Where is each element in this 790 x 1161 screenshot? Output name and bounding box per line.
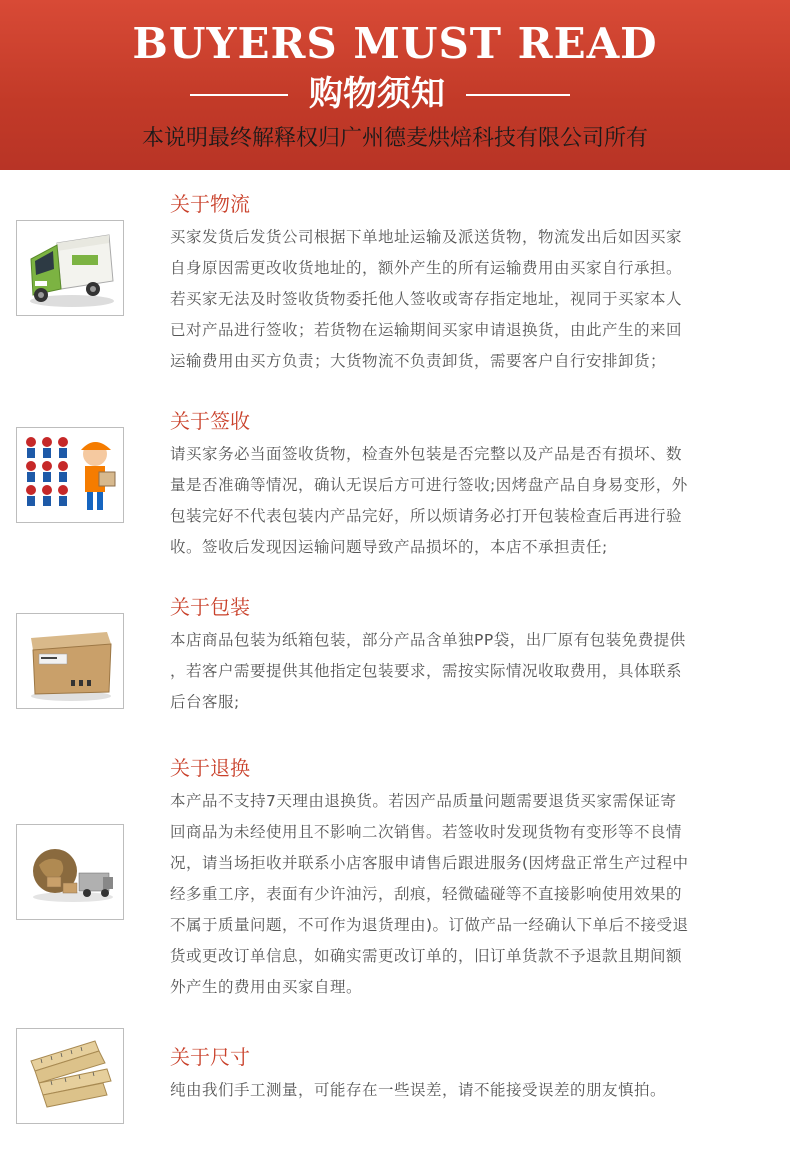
body-line: 若买家无法及时签收货物委托他人签收或寄存指定地址，视同于买家本人 — [170, 290, 683, 308]
body-line: 运输费用由买方负责；大货物流不负责卸货，需要客户自行安排卸货； — [170, 352, 667, 370]
body-line: 况，请当场拒收并联系小店客服申请售后跟进服务(因烤盘正常生产过程中 — [170, 854, 689, 872]
body-line: 量是否准确等情况，确认无误后方可进行签收;因烤盘产品自身易变形，外 — [170, 476, 688, 494]
body-line: 回商品为未经使用且不影响二次销售。若签收时发现货物有变形等不良情 — [170, 823, 683, 841]
body-line: 请买家务必当面签收货物，检查外包装是否完整以及产品是否有损坏、数 — [170, 445, 683, 463]
section-body — [170, 786, 766, 1003]
folding-ruler-icon — [16, 1028, 124, 1124]
body-line: 包装完好不代表包装内产品完好，所以烦请务必打开包装检查后再进行验 — [170, 507, 683, 525]
banner-subtitle-row — [0, 70, 790, 118]
section-title: 关于签收 — [170, 409, 250, 433]
section-title: 关于包装 — [170, 595, 250, 619]
subtitle-divider-right — [466, 94, 570, 96]
globe-truck-icon — [16, 824, 124, 920]
subtitle-divider-left — [190, 94, 288, 96]
body-line: 不属于质量问题，不可作为退货理由)。订做产品一经确认下单后不接受退 — [170, 916, 689, 934]
body-line: 货或更改订单信息，如确实需更改订单的，旧订单货款不予退款且期间额 — [170, 947, 683, 965]
body-line: 收。签收后发现因运输问题导致产品损坏的，本店不承担责任; — [170, 538, 608, 556]
banner-subtitle: 购物须知 — [309, 74, 445, 114]
body-line: 本店商品包装为纸箱包装，部分产品含单独PP袋，出厂原有包装免费提供 — [170, 631, 686, 649]
cardboard-box-icon — [16, 613, 124, 709]
banner-title: BUYERS MUST READ — [132, 19, 658, 68]
delivery-van-icon — [16, 220, 124, 316]
body-line: 自身原因需更改收货地址的，额外产生的所有运输费用由买家自行承担。 — [170, 259, 683, 277]
section-body — [170, 222, 766, 377]
section-body — [170, 439, 766, 563]
body-line: 已对产品进行签收；若货物在运输期间买家申请退换货，由此产生的来回 — [170, 321, 683, 339]
banner-disclaimer: 本说明最终解释权归广州德麦烘焙科技有限公司所有 — [141, 126, 648, 151]
courier-figures-icon — [16, 427, 124, 523]
body-line: 本产品不支持7天理由退换货。若因产品质量问题需要退货买家需保证寄 — [170, 792, 677, 810]
section-title: 关于尺寸 — [170, 1045, 250, 1069]
section-body — [170, 625, 766, 718]
body-line: ，若客户需要提供其他指定包装要求，需按实际情况收取费用，具体联系 — [170, 662, 683, 680]
section-body — [170, 1075, 766, 1106]
body-line: 外产生的费用由买家自理。 — [170, 978, 363, 996]
body-line: 经多重工序，表面有少许油污，刮痕，轻微磕碰等不直接影响使用效果的 — [170, 885, 683, 903]
header-banner — [0, 0, 790, 170]
body-line: 后台客服; — [170, 693, 240, 711]
body-line: 纯由我们手工测量，可能存在一些误差，请不能接受误差的朋友慎拍。 — [170, 1081, 667, 1099]
section-title: 关于退换 — [170, 756, 250, 780]
section-title: 关于物流 — [170, 192, 250, 216]
body-line: 买家发货后发货公司根据下单地址运输及派送货物，物流发出后如因买家 — [170, 228, 683, 246]
